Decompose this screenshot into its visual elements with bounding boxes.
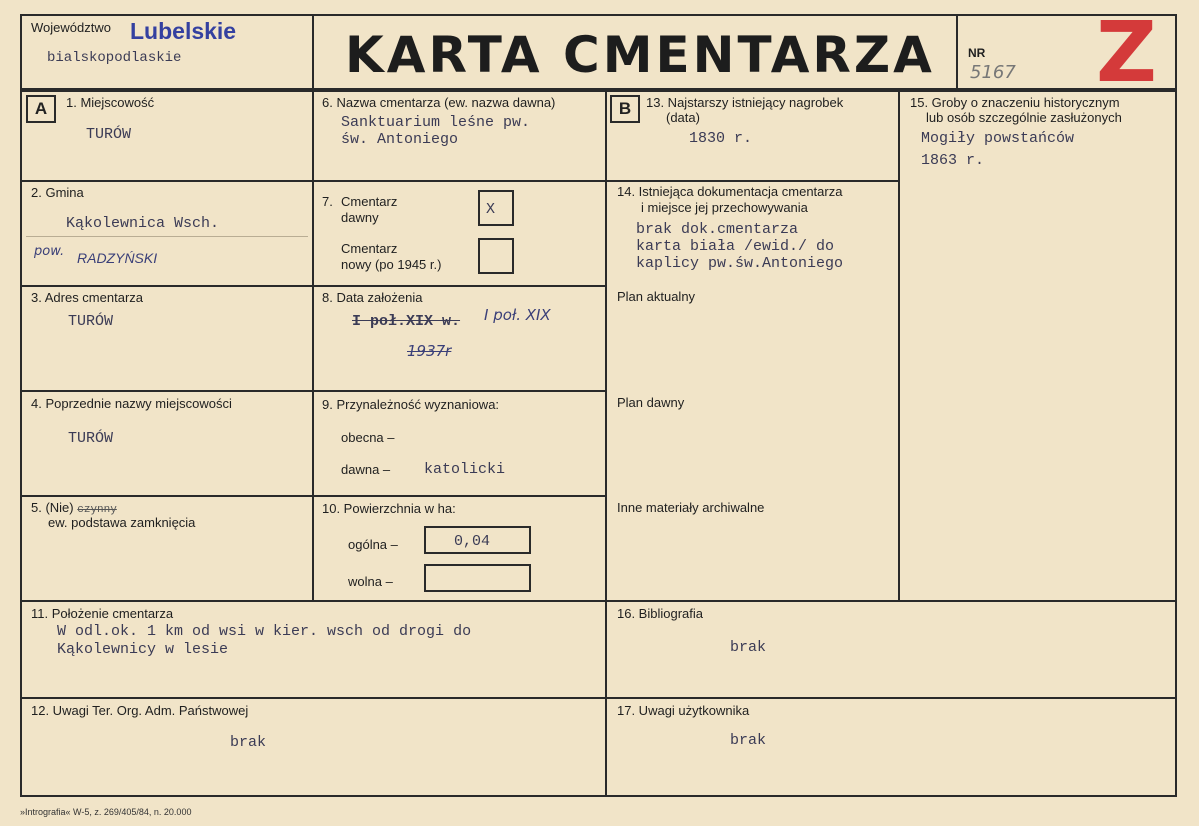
field-2-value: Kąkolewnica Wsch. <box>66 215 220 232</box>
col-line-1 <box>312 90 314 600</box>
field-4-label: 4. Poprzednie nazwy miejscowości <box>31 396 232 411</box>
field-14-label-2: i miejsce jej przechowywania <box>641 200 808 215</box>
red-mark: Z <box>1096 3 1157 101</box>
plan-former-label: Plan dawny <box>617 395 685 410</box>
row-line-13 <box>605 180 898 182</box>
footer-print-info: »Intrografia« W-5, z. 269/405/84, n. 20.000 <box>20 807 192 817</box>
field-15-value-2: 1863 r. <box>921 152 985 169</box>
field-2-underline <box>26 236 308 237</box>
field-5-prefix: 5. (Nie) <box>31 500 74 515</box>
field-15-label-2: lub osób szczególnie zasłużonych <box>926 110 1122 125</box>
field-11-label: 11. Położenie cmentarza <box>31 606 174 621</box>
row-line-12 <box>20 697 1177 699</box>
wojewodztwo-stamp: Lubelskie <box>130 18 237 44</box>
col-line-3 <box>898 90 900 600</box>
header-divider-1 <box>312 14 314 90</box>
field-2-hand-prefix: pow. <box>34 244 65 259</box>
field-8-label: 8. Data założenia <box>322 290 423 305</box>
field-13-value: 1830 r. <box>689 130 753 147</box>
checkbox-new-cemetery <box>478 238 514 274</box>
field-2-label: 2. Gmina <box>31 185 84 200</box>
field-14-value-3: kaplicy pw.św.Antoniego <box>636 255 844 272</box>
field-1-value: TURÓW <box>86 126 132 143</box>
row-line-11 <box>20 600 1177 602</box>
field-12-label: 12. Uwagi Ter. Org. Adm. Państwowej <box>31 703 249 718</box>
field-6-value-2: św. Antoniego <box>341 131 459 148</box>
field-17-label: 17. Uwagi użytkownika <box>617 703 750 718</box>
field-13-label-1: 13. Najstarszy istniejący nagrobek <box>646 95 844 110</box>
nr-label: NR <box>968 46 986 60</box>
row-line-4 <box>20 495 312 497</box>
nr-value: 5167 <box>970 62 1016 83</box>
field-7-option1-line1: Cmentarz <box>341 194 398 209</box>
field-6-value-1: Sanktuarium leśne pw. <box>341 114 531 131</box>
field-2-hand-value: RADZYŃSKI <box>77 250 158 266</box>
field-13-label-2: (data) <box>666 110 700 125</box>
field-14-value-2: karta biała /ewid./ do <box>636 238 835 255</box>
wojewodztwo-sub: bialskopodlaskie <box>47 50 182 66</box>
header-divider-2 <box>956 14 958 90</box>
field-10-label: 10. Powierzchnia w ha: <box>322 501 456 516</box>
plan-current-label: Plan aktualny <box>617 289 696 304</box>
field-3-label: 3. Adres cmentarza <box>31 290 143 305</box>
field-14-value-1: brak dok.cmentarza <box>636 221 799 238</box>
field-10-free-label: wolna – <box>348 574 393 589</box>
row-line-8 <box>312 390 605 392</box>
section-a-box: A <box>26 95 56 123</box>
field-10-free-box <box>424 564 531 592</box>
row-line-1 <box>20 180 312 182</box>
page-title: KARTA CMENTARZA <box>345 26 935 84</box>
field-9-current-label: obecna – <box>341 430 395 445</box>
main-frame <box>20 90 1177 797</box>
other-materials-label: Inne materiały archiwalne <box>617 500 765 515</box>
field-9-former-value: katolicki <box>424 461 506 478</box>
field-5-line2: ew. podstawa zamknięcia <box>48 515 196 530</box>
field-8-hand-year: 1937r <box>407 342 452 360</box>
field-4-value: TURÓW <box>68 430 114 447</box>
field-8-hand-value: I poł. XIX <box>484 306 551 324</box>
field-15-label-1: 15. Groby o znaczeniu historycznym <box>910 95 1120 110</box>
section-b-box: B <box>610 95 640 123</box>
field-16-value: brak <box>730 639 767 656</box>
row-line-3 <box>20 390 312 392</box>
field-17-value: brak <box>730 732 767 749</box>
row-line-6 <box>312 180 605 182</box>
col-line-2 <box>605 90 607 797</box>
field-10-total-box <box>424 526 531 554</box>
field-7-option2-line2: nowy (po 1945 r.) <box>341 257 442 272</box>
field-10-total-value: 0,04 <box>454 533 491 550</box>
field-9-label: 9. Przynależność wyznaniowa: <box>322 397 500 412</box>
row-line-2 <box>20 285 312 287</box>
field-14-label-1: 14. Istniejąca dokumentacja cmentarza <box>617 184 843 199</box>
field-7-label: 7. <box>322 194 333 209</box>
field-7-option2-line1: Cmentarz <box>341 241 398 256</box>
field-1-label: 1. Miejscowość <box>66 95 155 110</box>
field-16-label: 16. Bibliografia <box>617 606 703 621</box>
field-7-option1-line2: dawny <box>341 210 379 225</box>
field-15-value-1: Mogiły powstańców <box>921 130 1075 147</box>
field-11-value-2: Kąkolewnicy w lesie <box>57 641 229 658</box>
field-12-value: brak <box>230 734 267 751</box>
field-6-label: 6. Nazwa cmentarza (ew. nazwa dawna) <box>322 95 556 110</box>
row-line-7 <box>312 285 605 287</box>
row-line-9 <box>312 495 605 497</box>
field-8-value-struck: I poł.XIX w. <box>352 313 461 330</box>
field-5-struck: czynny <box>77 504 117 516</box>
field-9-former-label: dawna – <box>341 462 391 477</box>
field-11-value-1: W odl.ok. 1 km od wsi w kier. wsch od drogi do <box>57 623 472 640</box>
checkbox-old-cemetery <box>478 190 514 226</box>
field-10-total-label: ogólna – <box>348 537 398 552</box>
field-3-value: TURÓW <box>68 313 114 330</box>
wojewodztwo-label: Województwo <box>31 20 111 35</box>
checkbox-old-mark: X <box>486 201 496 218</box>
